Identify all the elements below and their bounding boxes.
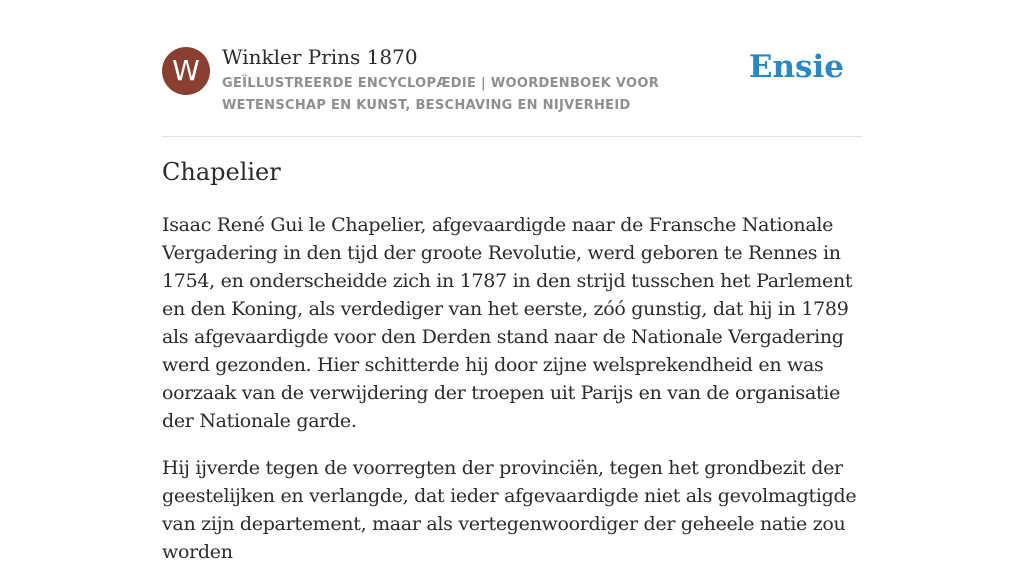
source-subtitle: GEÏLLUSTREERDE ENCYCLOPÆDIE | WOORDENBOEK VOOR WETENSCHAP EN KUNST, BESCHAVING EN NIJVERHEID [222, 76, 660, 113]
source-header [162, 0, 862, 137]
article-paragraph: Isaac René Gui le Chapelier, afgevaardigde naar de Fransche Nationale Vergadering in den tijd der groote Revolutie, werd geboren te Rennes in 1754, en onderscheidde zich in 1787 in den strijd tusschen het Parlement en den Koning, als verdediger van het eerste, zóó gunstig, dat hij in 1789 als afgevaardigde voor den Derden stand naar de Nationale Vergadering werd gezonden. Hier schitterde hij door zijne welsprekendheid en was oorzaak van de verwijdering der troepen uit Parijs en van de organisatie der Nationale garde. [162, 214, 853, 432]
article-paragraph: Hij ijverde tegen de voorregten der provinciën, tegen het grondbezit der geestelijken en verlangde, dat ieder afgevaardigde niet als gevolmagtigde van zijn departement, maar als vertegenwoordiger der geheele natie zou worden [162, 457, 857, 563]
ensie-logo[interactable]: Ensie [748, 49, 844, 85]
source-title-link[interactable]: Winkler Prins 1870 [222, 45, 418, 69]
source-avatar[interactable]: W [162, 47, 210, 95]
article-title: Chapelier [162, 158, 281, 186]
article-body [162, 211, 862, 585]
page-container [162, 0, 862, 563]
